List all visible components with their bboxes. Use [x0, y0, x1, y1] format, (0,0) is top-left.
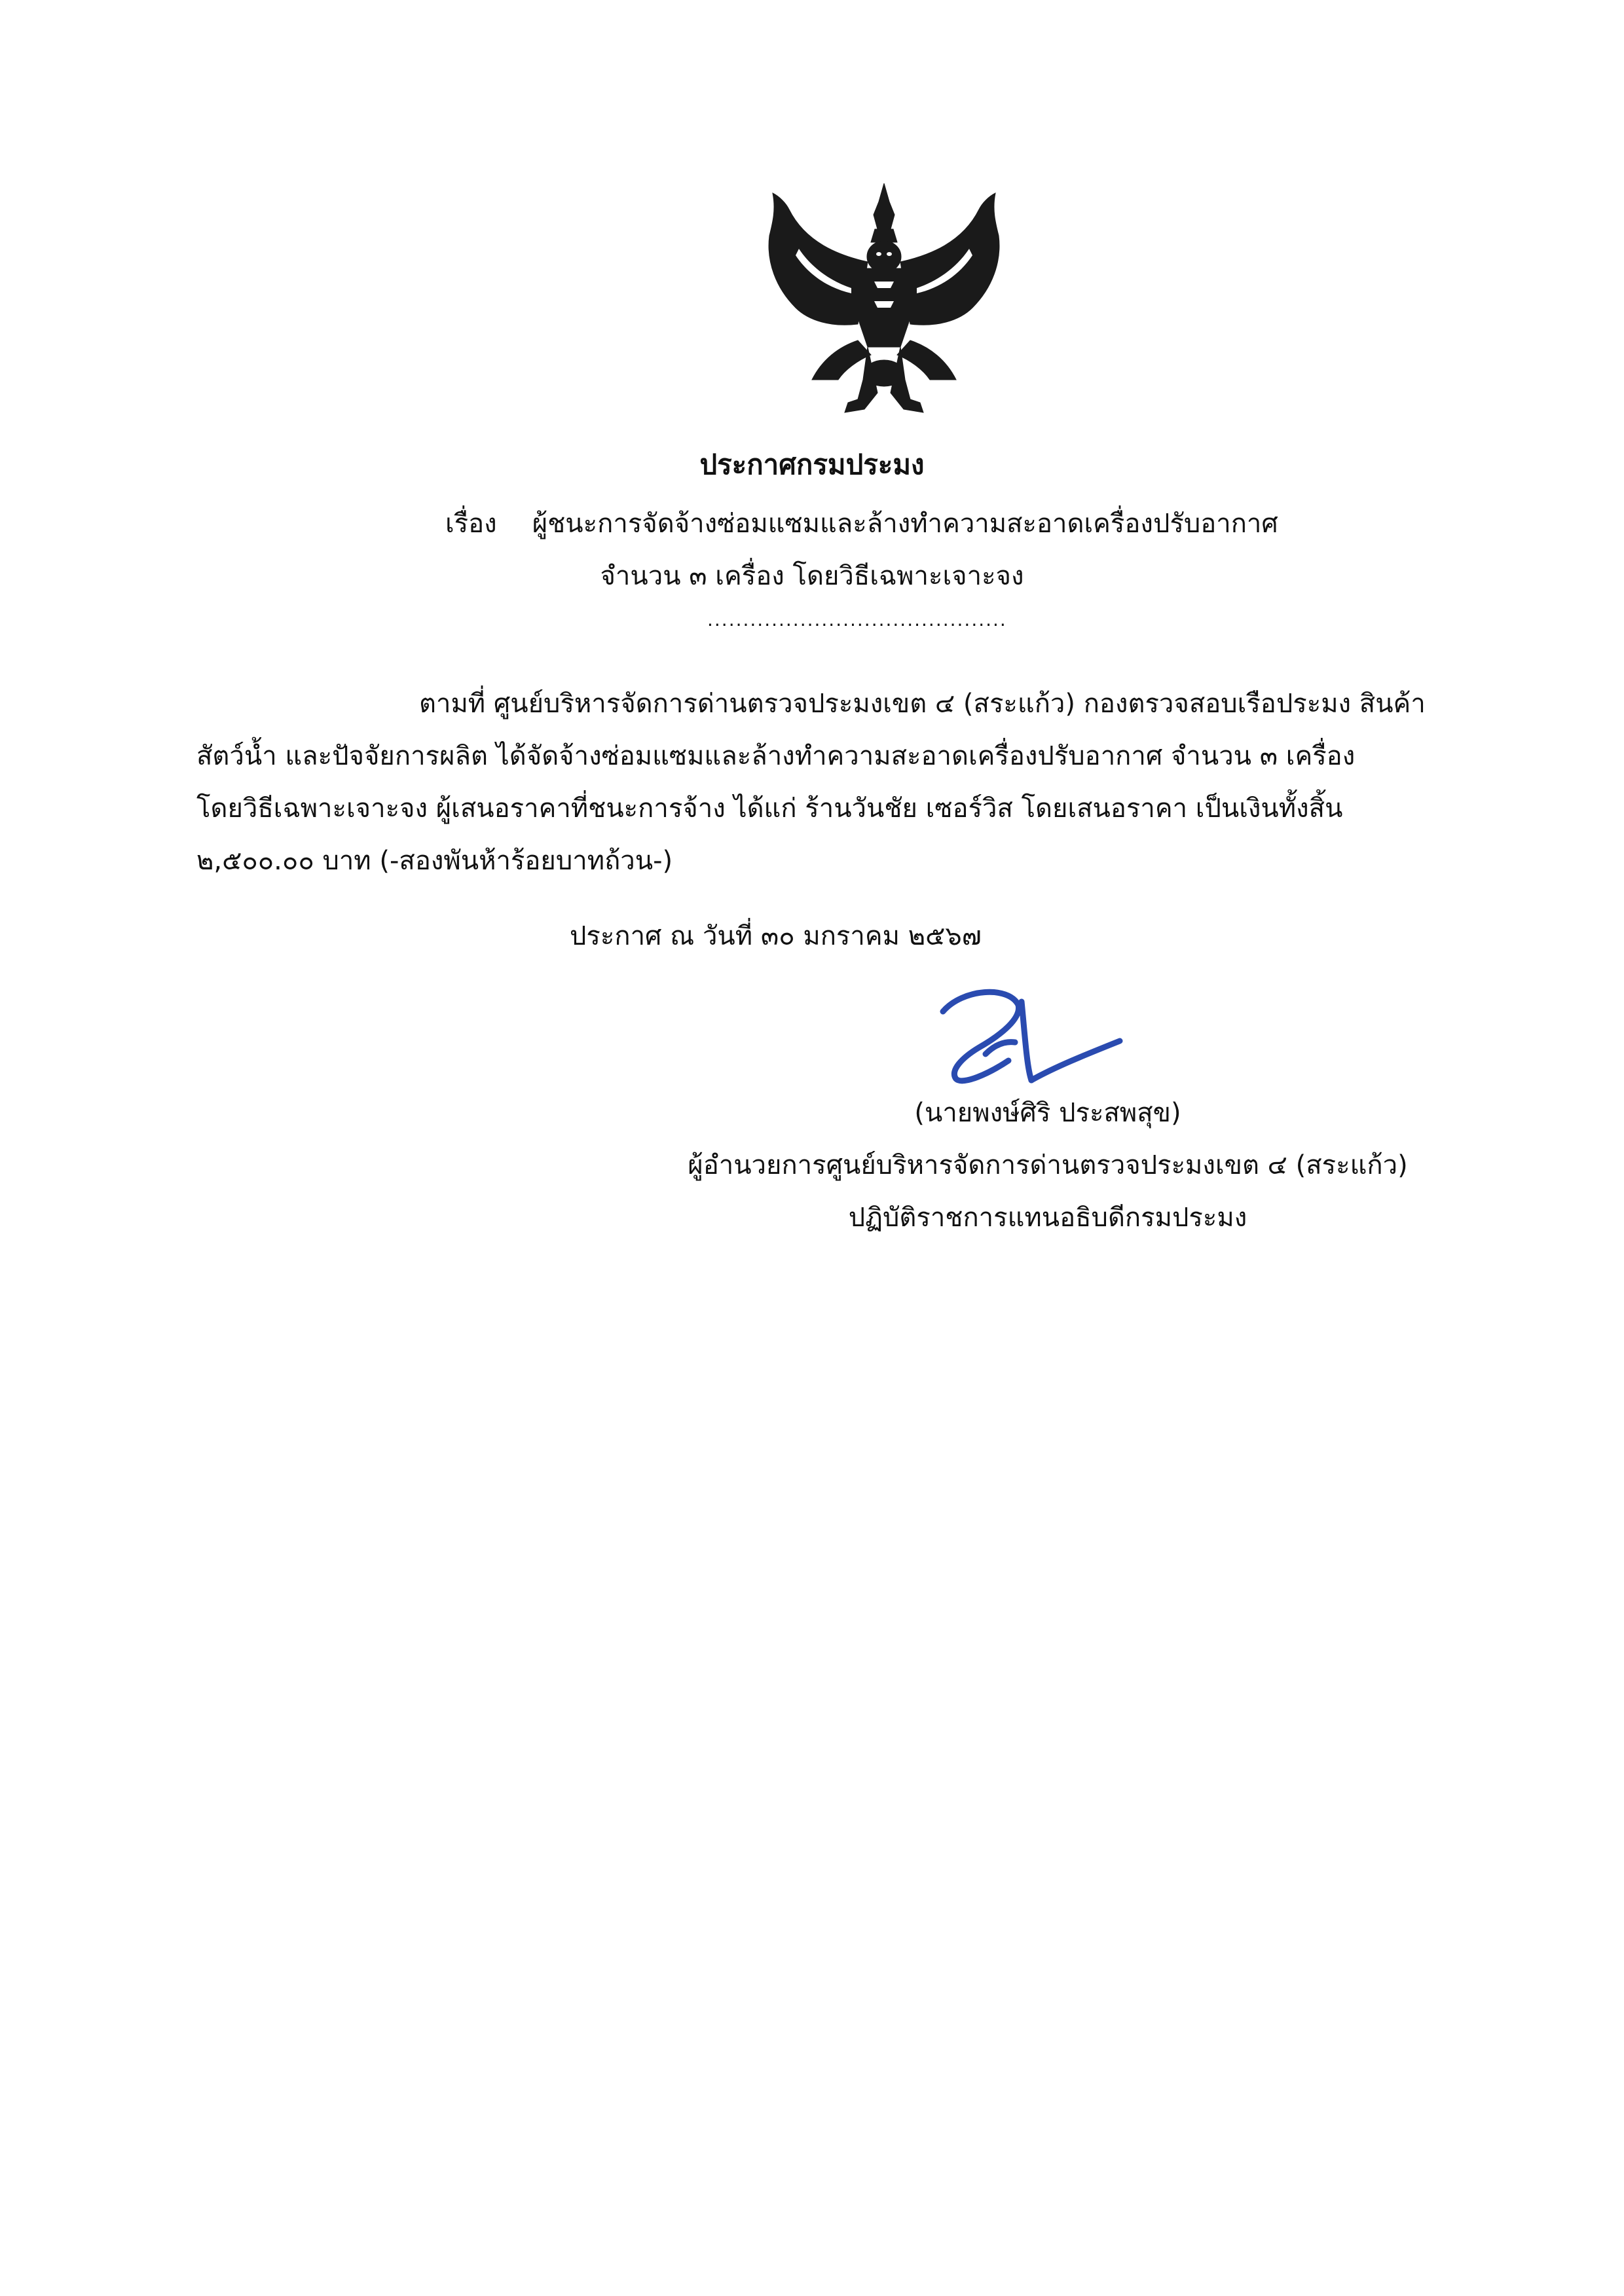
body-line-4: ๒,๕๐๐.๐๐ บาท (-สองพันห้าร้อยบาทถ้วน-): [196, 846, 673, 876]
announcement-date: ประกาศ ณ วันที่ ๓๐ มกราคม ๒๕๖๗: [570, 921, 982, 951]
subject-row: [445, 504, 1278, 543]
signer-block: [655, 1087, 1441, 1244]
document-heading: ประกาศกรมประมง: [699, 448, 925, 481]
subject-line-2: จำนวน ๓ เครื่อง โดยวิธีเฉพาะเจาะจง: [600, 561, 1024, 591]
subject-label: เรื่อง: [445, 509, 497, 539]
signer-position: ผู้อำนวยการศูนย์บริหารจัดการด่านตรวจประมงเขต ๔ (สระแก้ว): [688, 1150, 1408, 1180]
dotted-separator: ..........................................: [707, 609, 1007, 630]
body-line-1: ตามที่ ศูนย์บริหารจัดการด่านตรวจประมงเขต ๔ (สระแก้ว) กองตรวจสอบเรือประมง สินค้า: [419, 689, 1426, 719]
handwritten-signature: [923, 975, 1133, 1093]
body-line-2: สัตว์น้ำ และปัจจัยการผลิต ได้จัดจ้างซ่อมแซมและล้างทำความสะอาดเครื่องปรับอากาศ จำนวน ๓ เครื่อง: [196, 741, 1356, 771]
body-line-3: โดยวิธีเฉพาะเจาะจง ผู้เสนอราคาที่ชนะการจ้าง ได้แก่ ร้านวันชัย เซอร์วิส โดยเสนอราคา เป็นเงินทั้งสิ้น: [196, 793, 1343, 824]
garuda-emblem-icon: [760, 183, 1008, 419]
signer-name: (นายพงษ์ศิริ ประสพสุข): [914, 1098, 1181, 1128]
signer-acting: ปฏิบัติราชการแทนอธิบดีกรมประมง: [848, 1203, 1247, 1233]
subject-line-1: ผู้ชนะการจัดจ้างซ่อมแซมและล้างทำความสะอาดเครื่องปรับอากาศ: [532, 509, 1278, 539]
